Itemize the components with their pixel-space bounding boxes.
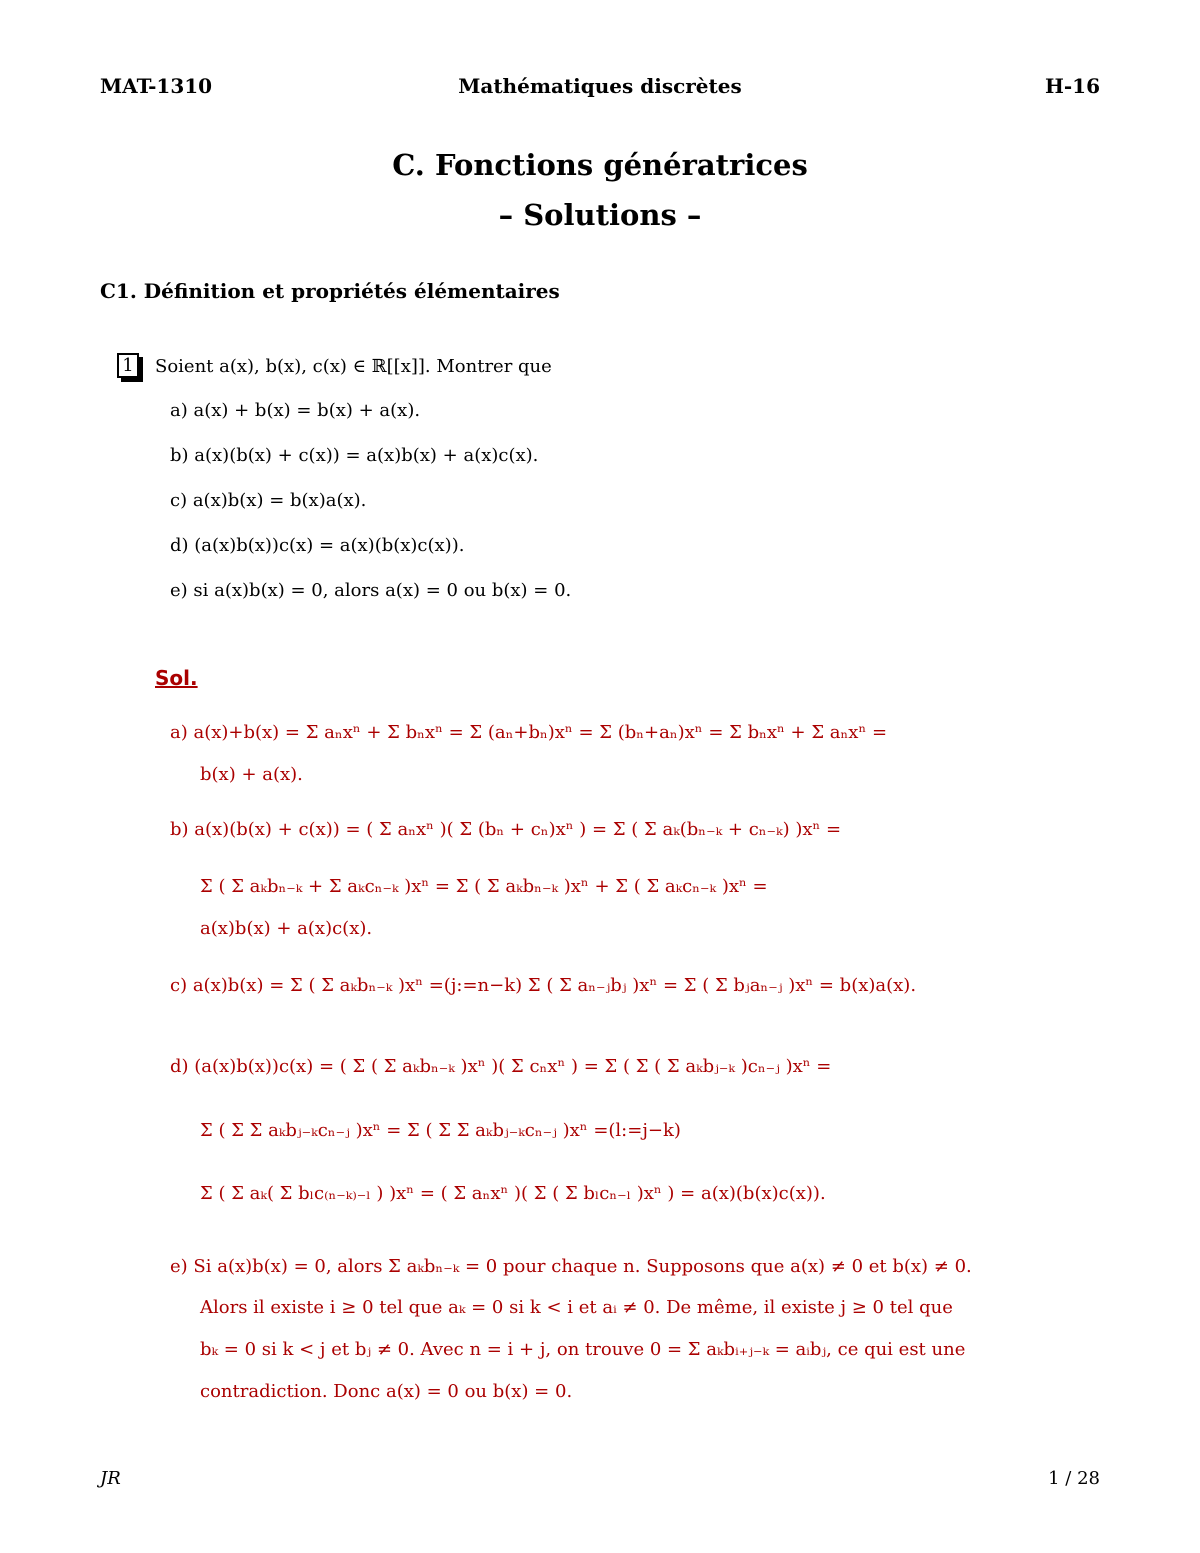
solution-line-d1: d) (a(x)b(x))c(x) = ( Σ ( Σ aₖbₙ₋ₖ )xⁿ )( Σ cₙxⁿ ) = Σ ( Σ ( Σ aₖbⱼ₋ₖ )cₙ₋ⱼ )xⁿ = — [170, 1056, 832, 1077]
exercise-item-a: a) a(x) + b(x) = b(x) + a(x). — [170, 400, 421, 421]
solution-line-e3: bₖ = 0 si k < j et bⱼ ≠ 0. Avec n = i + j, on trouve 0 = Σ aₖbᵢ₊ⱼ₋ₖ = aᵢbⱼ, ce qui est une — [200, 1339, 966, 1360]
page-title: C. Fonctions génératrices — [392, 148, 808, 182]
solution-line-b1: b) a(x)(b(x) + c(x)) = ( Σ aₙxⁿ )( Σ (bₙ + cₙ)xⁿ ) = Σ ( Σ aₖ(bₙ₋ₖ + cₙ₋ₖ) )xⁿ = — [170, 819, 842, 840]
solution-line-b2: Σ ( Σ aₖbₙ₋ₖ + Σ aₖcₙ₋ₖ )xⁿ = Σ ( Σ aₖbₙ₋ₖ )xⁿ + Σ ( Σ aₖcₙ₋ₖ )xⁿ = — [200, 876, 768, 897]
solution-line-e1: e) Si a(x)b(x) = 0, alors Σ aₖbₙ₋ₖ = 0 pour chaque n. Supposons que a(x) ≠ 0 et b(x) ≠ 0. — [170, 1256, 972, 1277]
solution-label: Sol. — [155, 666, 198, 690]
section-heading: C1. Définition et propriétés élémentaires — [100, 279, 560, 303]
course-code: MAT-1310 — [100, 74, 213, 98]
term: H-16 — [1044, 74, 1100, 98]
course-subject: Mathématiques discrètes — [458, 74, 742, 98]
exercise-item-c: c) a(x)b(x) = b(x)a(x). — [170, 490, 367, 511]
solution-line-a1: a) a(x)+b(x) = Σ aₙxⁿ + Σ bₙxⁿ = Σ (aₙ+bₙ)xⁿ = Σ (bₙ+aₙ)xⁿ = Σ bₙxⁿ + Σ aₙxⁿ = — [170, 722, 888, 743]
footer-author: JR — [100, 1468, 121, 1489]
solution-line-a2: b(x) + a(x). — [200, 764, 303, 785]
solution-line-c: c) a(x)b(x) = Σ ( Σ aₖbₙ₋ₖ )xⁿ =(j:=n−k) Σ ( Σ aₙ₋ⱼbⱼ )xⁿ = Σ ( Σ bⱼaₙ₋ⱼ )xⁿ = b(x)a(x). — [170, 975, 917, 996]
page-subtitle: – Solutions – — [498, 198, 702, 232]
exercise-item-d: d) (a(x)b(x))c(x) = a(x)(b(x)c(x)). — [170, 535, 465, 556]
solution-line-d3: Σ ( Σ aₖ( Σ bₗc₍ₙ₋ₖ₎₋ₗ ) )xⁿ = ( Σ aₙxⁿ )( Σ ( Σ bₗcₙ₋ₗ )xⁿ ) = a(x)(b(x)c(x)). — [200, 1183, 826, 1204]
solution-line-e4: contradiction. Donc a(x) = 0 ou b(x) = 0. — [200, 1381, 573, 1402]
exercise-number-box: 1 — [117, 353, 139, 378]
solution-line-e2: Alors il existe i ≥ 0 tel que aₖ = 0 si k < i et aᵢ ≠ 0. De même, il existe j ≥ 0 tel que — [200, 1297, 953, 1318]
page-number: 1 / 28 — [1048, 1468, 1100, 1489]
solution-line-b3: a(x)b(x) + a(x)c(x). — [200, 918, 373, 939]
exercise-statement: Soient a(x), b(x), c(x) ∈ ℝ[[x]]. Montrer que — [155, 356, 552, 377]
solution-line-d2: Σ ( Σ Σ aₖbⱼ₋ₖcₙ₋ⱼ )xⁿ = Σ ( Σ Σ aₖbⱼ₋ₖcₙ₋ⱼ )xⁿ =(l:=j−k) — [200, 1120, 681, 1141]
exercise-item-e: e) si a(x)b(x) = 0, alors a(x) = 0 ou b(x) = 0. — [170, 580, 572, 601]
exercise-item-b: b) a(x)(b(x) + c(x)) = a(x)b(x) + a(x)c(x). — [170, 445, 539, 466]
